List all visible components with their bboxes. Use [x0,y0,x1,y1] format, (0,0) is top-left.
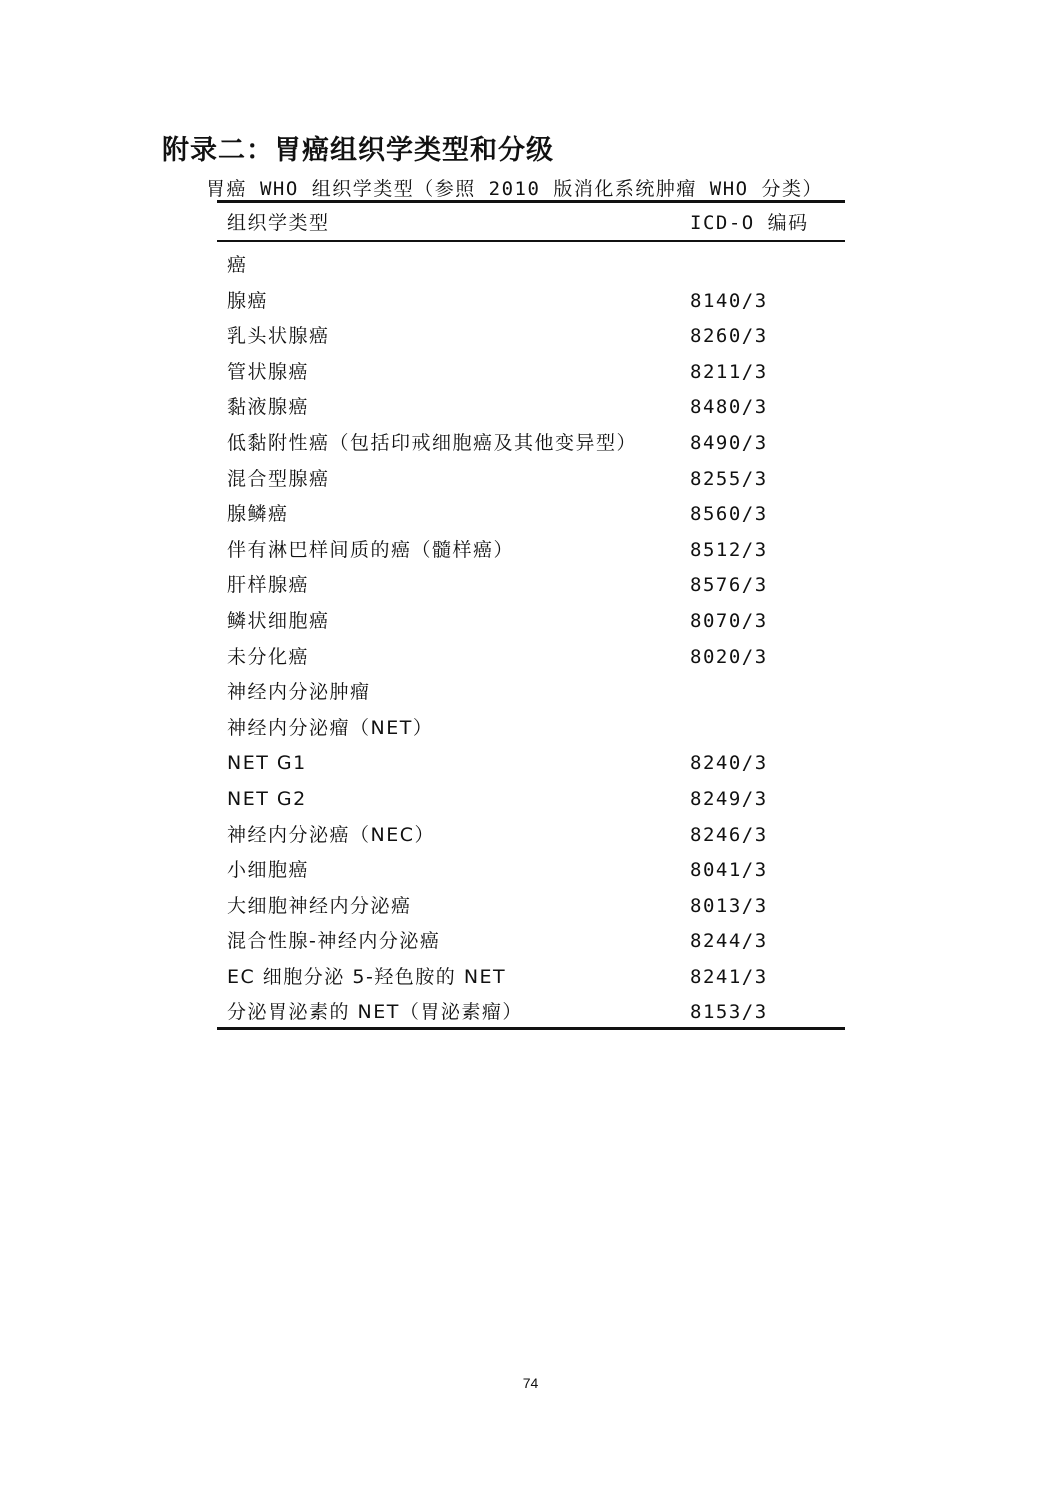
type-cell: 乳头状腺癌 [227,325,330,348]
table-row [217,533,845,569]
type-cell: 小细胞癌 [227,859,310,882]
table-row [217,746,845,782]
table-row [217,782,845,818]
table-header-row [217,203,845,240]
header-histological-type: 组织学类型 [227,212,330,234]
table-body [217,248,845,1031]
header-icd-o-code: ICD-O 编码 [690,212,809,234]
type-cell: 混合性腺-神经内分泌癌 [227,930,441,953]
code-cell: 8244/3 [690,930,768,953]
table-row [217,675,845,711]
type-cell: EC 细胞分泌 5-羟色胺的 NET [227,965,507,988]
code-cell: 8560/3 [690,503,768,526]
table-row [217,462,845,498]
type-cell: 腺癌 [227,289,269,312]
type-cell: 神经内分泌癌（NEC） [227,823,435,846]
table-row [217,390,845,426]
code-cell: 8260/3 [690,325,768,348]
code-cell: 8576/3 [690,574,768,597]
type-cell: 腺鳞癌 [227,503,289,526]
type-cell: 大细胞神经内分泌癌 [227,894,412,917]
table-bottom-rule [217,1027,845,1030]
table-row [217,426,845,462]
table-row [217,248,845,284]
type-cell: 癌 [227,254,248,276]
table-row [217,995,845,1031]
code-cell: 8070/3 [690,609,768,632]
type-cell: 未分化癌 [227,645,310,668]
table-row [217,319,845,355]
code-cell: 8153/3 [690,1001,768,1024]
table-row [217,924,845,960]
code-cell: 8480/3 [690,396,768,419]
type-cell: 神经内分泌肿瘤 [227,681,371,704]
table-row [217,960,845,996]
code-cell: 8255/3 [690,467,768,490]
code-cell: 8020/3 [690,645,768,668]
type-cell: 分泌胃泌素的 NET（胃泌素瘤） [227,1001,523,1024]
code-cell: 8512/3 [690,538,768,561]
table-row [217,711,845,747]
table-row [217,497,845,533]
table-row [217,818,845,854]
type-cell: 肝样腺癌 [227,574,310,597]
type-cell: 黏液腺癌 [227,396,310,419]
table-row [217,355,845,391]
table-row [217,604,845,640]
table-caption: 胃癌 WHO 组织学类型（参照 2010 版消化系统肿瘤 WHO 分类） [206,178,824,200]
table-row [217,640,845,676]
code-cell: 8249/3 [690,787,768,810]
code-cell: 8246/3 [690,823,768,846]
type-cell: 管状腺癌 [227,360,310,383]
type-cell: 伴有淋巴样间质的癌（髓样癌） [227,538,515,561]
type-cell: NET G2 [227,787,307,810]
table-row [217,889,845,925]
code-cell: 8013/3 [690,894,768,917]
code-cell: 8041/3 [690,859,768,882]
code-cell: 8211/3 [690,360,768,383]
table-row [217,568,845,604]
table-row [217,284,845,320]
page-title: 附录二：胃癌组织学类型和分级 [162,135,554,166]
code-cell: 8490/3 [690,431,768,454]
code-cell: 8140/3 [690,289,768,312]
table-row [217,853,845,889]
type-cell: 神经内分泌瘤（NET） [227,716,434,739]
code-cell: 8241/3 [690,965,768,988]
code-cell: 8240/3 [690,752,768,775]
table-header-rule [217,240,845,242]
type-cell: NET G1 [227,752,307,775]
type-cell: 低黏附性癌（包括印戒细胞癌及其他变异型） [227,431,638,454]
type-cell: 混合型腺癌 [227,467,330,490]
type-cell: 鳞状细胞癌 [227,609,330,632]
page-number: 74 [522,1375,539,1391]
